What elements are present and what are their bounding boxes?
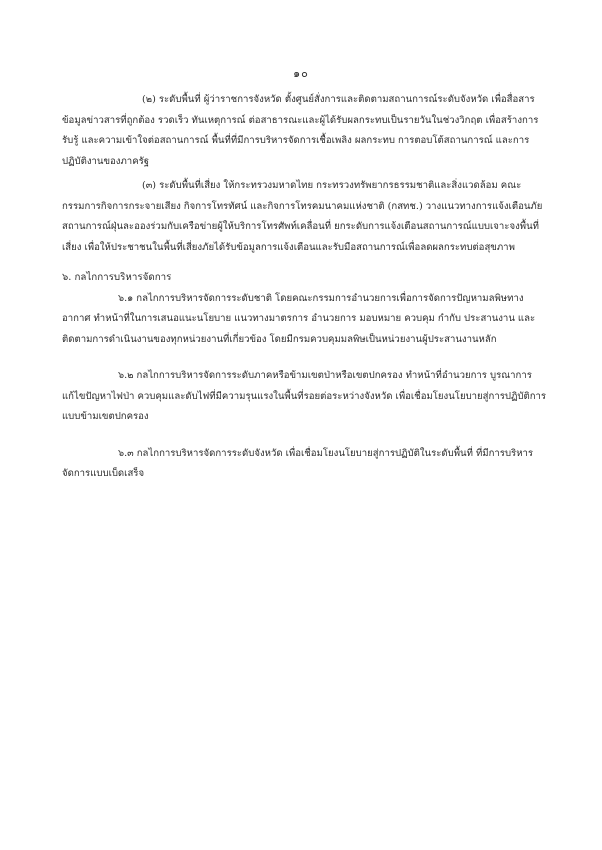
- paragraph-risk-area-level: (๓) ระดับพื้นที่เสี่ยง ให้กระทรวงมหาดไทย กระทรวงทรัพยากรธรรมชาติและสิ่งแวดล้อม คณะกรรมการกิจการกระจายเสียง กิจการโทรทัศน์ และกิจการโทรคมนาคมแห่งชาติ (กสทช.) วางแนวทางการแจ้งเตือนภัยสถานการณ์ฝุ่นละอองร่วมกับเครือข่ายผู้ให้บริการโทรศัพท์เคลื่อนที่ ยกระดับการแจ้งเตือนสถานการณ์แบบเจาะจงพื้นที่เสี่ยง เพื่อให้ประชาชนในพื้นที่เสี่ยงภัยได้รับข้อมูลการแจ้งเตือนและรับมือสถานการณ์เพื่อลดผลกระทบต่อสุขภาพ: [62, 180, 543, 253]
- paragraph-regional-mechanism: ๖.๒ กลไกการบริหารจัดการระดับภาคหรือข้ามเขตป่าหรือเขตปกครอง ทำหน้าที่อำนวยการ บูรณาการแก้ไขปัญหาไฟป่า ควบคุมและดับไฟที่มีความรุนแรงในพื้นที่รอยต่อระหว่างจังหวัด เพื่อเชื่อมโยงนโยบายสู่การปฏิบัติการแบบข้ามเขตปกครอง: [62, 370, 547, 422]
- section-heading-management-mechanism: ๖. กลไกการบริหารจัดการ: [62, 272, 172, 283]
- paragraph-area-level: (๒) ระดับพื้นที่ ผู้ว่าราชการจังหวัด ตั้งศูนย์สั่งการและติดตามสถานการณ์ระดับจังหวัด เพื่อสื่อสารข้อมูลข่าวสารที่ถูกต้อง รวดเร็ว ทันเหตุการณ์ ต่อสาธารณะและผู้ได้รับผลกระทบเป็นรายวันในช่วงวิกฤต เพื่อสร้างการรับรู้ และความเข้าใจต่อสถานการณ์ พื้นที่ที่มีการบริหารจัดการเชื้อเพลิง ผลกระทบ การตอบโต้สถานการณ์ และการปฏิบัติงานของภาครัฐ: [62, 94, 539, 167]
- paragraph-national-mechanism: ๖.๑ กลไกการบริหารจัดการระดับชาติ โดยคณะกรรมการอำนวยการเพื่อการจัดการปัญหามลพิษทางอากาศ ทำหน้าที่ในการเสนอแนะนโยบาย แนวทางมาตรการ อำนวยการ มอบหมาย ควบคุม กำกับ ประสานงาน และติดตามการดำเนินงานของทุกหน่วยงานที่เกี่ยวข้อง โดยมีกรมควบคุมมลพิษเป็นหน่วยงานผู้ประสานงานหลัก: [62, 292, 536, 345]
- paragraph-provincial-mechanism: ๖.๓ กลไกการบริหารจัดการระดับจังหวัด เพื่อเชื่อมโยงนโยบายสู่การปฏิบัติในระดับพื้นที่ ที่มีการบริหารจัดการแบบเบ็ดเสร็จ: [62, 447, 534, 479]
- page-number: ๑๐: [293, 67, 309, 80]
- document-body: [62, 90, 548, 485]
